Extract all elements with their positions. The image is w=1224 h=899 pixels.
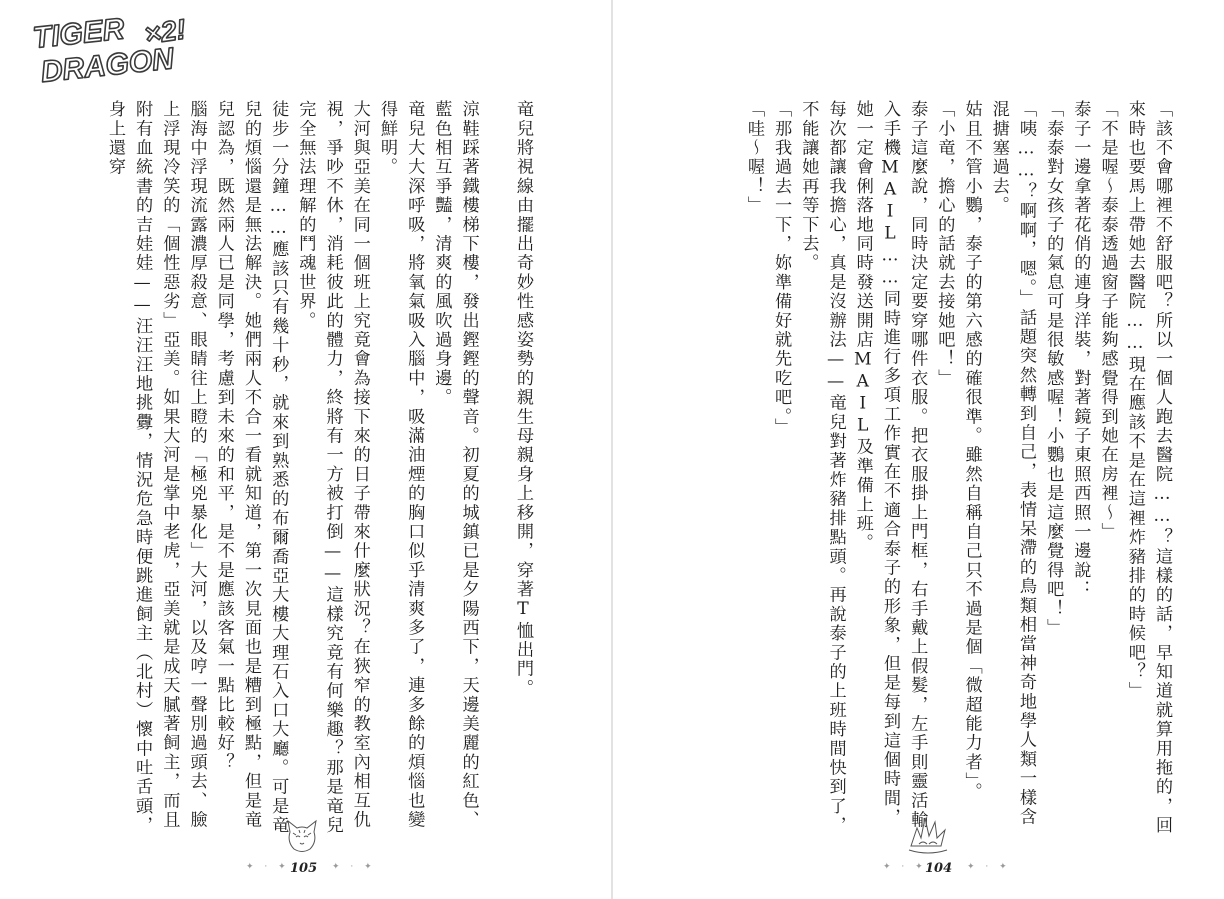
paragraph: 竜兒大大深呼吸，將氧氣吸入腦中，吸滿油煙的胸口似乎清爽多了，連多餘的煩惱也變得鮮明。 xyxy=(376,100,425,830)
paragraph: 泰子這麼說，同時決定要穿哪件衣服。把衣服掛上門框，右手戴上假髮，左手則靈活輸入手機MAIL……同時進行多項工作實在不適合泰子的形象，但是每到這個時間，她一定會俐落地同時發送開店MAIL及準備上班。 xyxy=(852,100,928,830)
paragraph: 姑且不管小鸚，泰子的第六感的確很準。雖然自稱自己只不過是個「微超能力者」。 xyxy=(961,100,982,802)
star-sparkles-right: ✦ · ✦ xyxy=(883,862,927,872)
page-number-right: 104 xyxy=(925,861,953,876)
paragraph: 「咦……？啊啊，嗯。」話題突然轉到自己，表情呆滯的鳥類相當神奇地學人類一樣含混搪塞過去。 xyxy=(988,100,1036,827)
paragraph: 涼鞋踩著鐵樓梯下樓，發出鏗鏗的聲音。初夏的城鎮已是夕陽西下，天邊美麗的紅色、藍色相互爭豔，清爽的風吹過身邊。 xyxy=(431,100,479,830)
page-number-left: 105 xyxy=(290,861,318,876)
right-page-text xyxy=(743,100,1175,845)
paragraph: 「泰泰對女孩子的氣息可是很敏感喔！小鸚也是這麼覺得吧！」 xyxy=(1043,100,1064,638)
paragraph: 腦海中浮現流露濃厚殺意、眼睛往上瞪的「極兇暴化」大河，以及哼一聲別過頭去、臉上浮現冷笑的「個性惡劣」亞美。如果大河是掌中老虎，亞美就是成天膩著飼主，而且附有血統書的吉娃娃——汪汪汪地挑釁，情況危急時便跳進飼主（北村）懷中吐舌頭，身上還穿 xyxy=(104,100,207,836)
logo-line2: DRAGON xyxy=(39,42,176,89)
paragraph: 每次都讓我擔心，真是沒辦法——竜兒對著炸豬排點頭。再說泰子的上班時間快到了，不能讓她再等下去。 xyxy=(798,100,846,836)
paragraph: 「該不會哪裡不舒服吧？所以一個人跑去醫院……？這樣的話，早知道就算用拖的，回來時也要馬上帶她去醫院……現在應該不是在這裡炸豬排的時候吧？」 xyxy=(1124,100,1172,836)
star-sparkles-left: ✦ · ✦ xyxy=(246,862,290,872)
paragraph: 竜兒將視線由擺出奇妙性感姿勢的親生母親身上移開，穿著T恤出門。 xyxy=(513,100,533,698)
right-page xyxy=(613,0,1224,899)
dragon-sketch-icon xyxy=(905,810,951,856)
star-sparkles-right-2: ✦ · ✦ xyxy=(967,862,1011,872)
paragraph: 「小竜，擔心的話就去接她吧！」 xyxy=(934,100,955,388)
paragraph-break xyxy=(482,100,509,845)
paragraph: 「那我過去一下，妳準備好就先吃吧。」 xyxy=(771,100,792,437)
tiger-cat-sketch-icon xyxy=(284,818,320,856)
left-page xyxy=(0,0,611,899)
paragraph: 泰子一邊拿著花俏的連身洋裝，對著鏡子東照西照一邊說： xyxy=(1070,100,1091,600)
logo-mark: ×2! xyxy=(142,13,188,50)
tiger-dragon-logo xyxy=(26,12,226,94)
paragraph: 「哇～喔！」 xyxy=(743,100,764,216)
paragraph: 大河與亞美在同一個班上究竟會為接下來的日子帶來什麼狀況？在狹窄的教室內相互仇視，爭吵不休，消耗彼此的體力，終將有一方被打倒——這樣究竟有何樂趣？那是竜兒完全無法理解的鬥魂世界。 xyxy=(295,100,370,836)
star-sparkles-left-2: ✦ · ✦ xyxy=(332,862,376,872)
logo-line1: TIGER xyxy=(31,12,126,55)
paragraph: 徒步一分鐘……應該只有幾十秒，就來到熟悉的布爾喬亞大樓大理石入口大廳。可是竜兒的煩惱還是無法解決。她們兩人不合一看就知道，第一次見面也是糟到極點，但是竜兒認為，既然兩人已是同學，考慮到未來的和平，是不是應該客氣一點比較好？ xyxy=(213,100,289,836)
paragraph: 「不是喔～泰泰透過窗子能夠感覺得到她在房裡～」 xyxy=(1097,100,1118,542)
left-page-text xyxy=(66,100,536,845)
